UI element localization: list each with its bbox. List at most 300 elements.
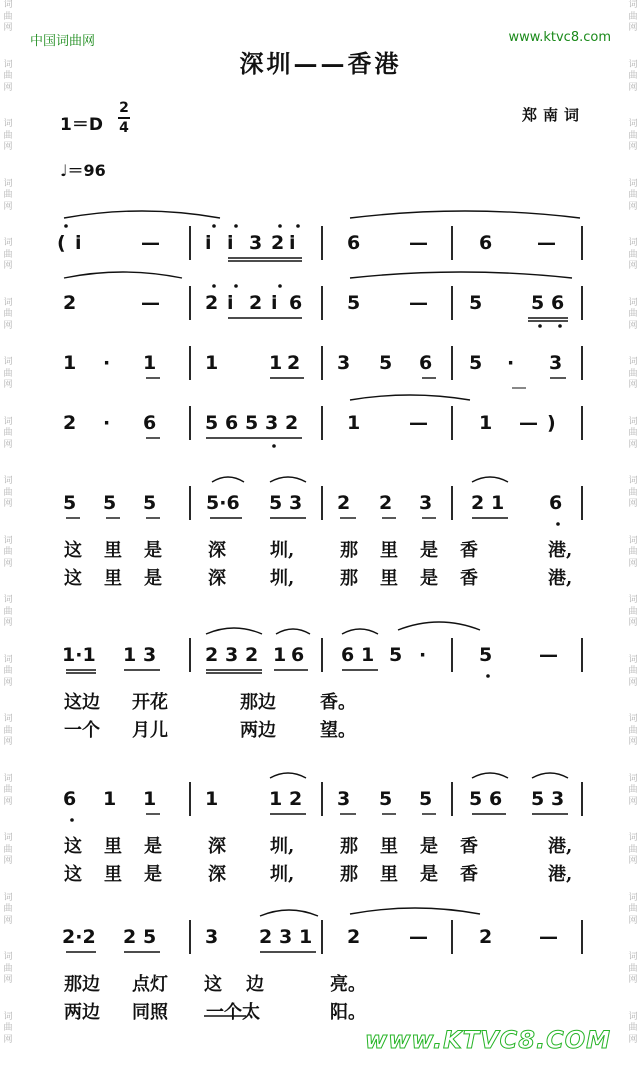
note: 6 <box>419 352 433 374</box>
side-watermark-char: 词 <box>628 833 638 843</box>
lyric-verse2: 两边 <box>240 720 276 741</box>
lyric-verse1: 圳, <box>270 836 295 857</box>
side-watermark-char: 网 <box>3 975 13 985</box>
slur <box>472 773 508 778</box>
lyric-verse1: 这边 <box>64 692 100 713</box>
side-watermark-char: 词 <box>3 0 13 10</box>
lyric-verse2: 是 <box>144 568 162 589</box>
note: · <box>419 644 427 666</box>
side-watermark-char: 曲 <box>628 547 638 557</box>
side-watermark-char: 曲 <box>628 368 638 379</box>
note: — <box>539 644 558 666</box>
note: — <box>539 926 558 948</box>
side-watermark-char: 词 <box>3 535 13 546</box>
side-watermark-char: 词 <box>628 297 638 308</box>
note: 3 <box>549 352 563 374</box>
slur <box>270 477 306 482</box>
side-watermark-char: 曲 <box>3 249 13 260</box>
side-watermark-char: 曲 <box>3 606 13 617</box>
note: 2 <box>289 788 303 810</box>
side-watermark-char: 词 <box>628 714 638 724</box>
lyric-verse2: 一个太 <box>206 1002 260 1023</box>
note: 2 <box>337 492 351 514</box>
side-watermark-char: 曲 <box>628 190 638 200</box>
side-watermark-char: 网 <box>628 737 638 747</box>
side-watermark-char: 网 <box>3 677 13 688</box>
song-title: 深圳——香港 <box>239 49 402 78</box>
note: 5 <box>469 788 483 810</box>
lyric-verse2: 香 <box>460 864 478 885</box>
note: 6 <box>143 412 157 434</box>
note: 5 <box>143 926 157 948</box>
note: 1 <box>205 788 219 810</box>
note: — <box>409 926 428 948</box>
lyric-verse2: 里 <box>380 864 398 885</box>
side-watermark-char: 网 <box>3 737 13 747</box>
note: 5 <box>103 492 117 514</box>
note: 2 <box>271 232 285 254</box>
lyric-verse1: 里 <box>380 836 398 857</box>
note: 1 <box>123 644 137 666</box>
note: 1 <box>273 644 287 666</box>
lyric-verse1: 里 <box>104 836 122 857</box>
side-watermark-char: 网 <box>628 796 638 807</box>
lyric-verse1: 那 <box>340 540 358 561</box>
note: 1 <box>205 352 219 374</box>
side-watermark-char: 网 <box>3 499 13 509</box>
side-watermark-char: 词 <box>3 654 13 665</box>
note: 3 <box>205 926 219 948</box>
note: 2 <box>205 292 219 314</box>
note: 1 <box>479 412 493 434</box>
lyric-verse1: 里 <box>380 540 398 561</box>
side-watermark-char: 词 <box>628 0 638 10</box>
side-watermark-char: 词 <box>628 416 638 427</box>
note: — <box>537 232 556 254</box>
key-signature: 1＝D <box>60 115 103 135</box>
lyric-verse1: 那边 <box>64 974 100 995</box>
side-watermark-char: 网 <box>3 796 13 807</box>
side-watermark-char: 曲 <box>3 785 13 795</box>
note: — <box>141 292 160 314</box>
side-watermark-char: 词 <box>3 238 13 248</box>
lyric-verse1: 里 <box>104 540 122 561</box>
lyric-verse2: 圳, <box>270 568 295 589</box>
note: 6 <box>479 232 493 254</box>
site-url-right: www.ktvc8.com <box>508 30 611 45</box>
lyric-verse2: 是 <box>420 864 438 885</box>
lyricist: 郑南词 <box>521 106 585 124</box>
lyric-verse1: 是 <box>144 540 162 561</box>
note: 5 <box>205 412 219 434</box>
meter-bottom: 4 <box>119 120 129 136</box>
slur <box>206 628 262 634</box>
side-watermark-char: 网 <box>628 82 638 93</box>
side-watermark-char: 网 <box>628 261 638 271</box>
lyric-verse2: 港, <box>548 568 573 589</box>
side-watermark-char: 网 <box>628 1034 638 1045</box>
side-watermark-char: 曲 <box>3 428 13 438</box>
side-watermark-char: 词 <box>628 357 638 367</box>
side-watermark-char: 曲 <box>3 844 13 855</box>
lyric-verse1: 点灯 <box>132 974 168 995</box>
note: 3 <box>337 788 351 810</box>
slur <box>260 910 318 916</box>
note: · <box>103 352 111 374</box>
high-octave-dot <box>278 284 282 288</box>
note: 3 <box>551 788 565 810</box>
lyric-verse1: 港, <box>548 836 573 857</box>
side-watermark-char: 网 <box>628 23 638 33</box>
note: 2 <box>205 644 219 666</box>
phrase-slur <box>64 272 182 278</box>
lyric-verse1: 开花 <box>132 692 168 713</box>
note: — <box>409 292 428 314</box>
side-watermark-char: 网 <box>3 142 13 152</box>
lyric-verse2: 是 <box>144 864 162 885</box>
low-octave-dot <box>486 674 490 678</box>
note: 6 <box>225 412 239 434</box>
phrase-slur <box>350 272 572 278</box>
note: 6 <box>347 232 361 254</box>
tie <box>398 622 480 630</box>
side-watermark-char: 词 <box>628 119 638 129</box>
side-watermark-char: 词 <box>628 595 638 605</box>
lyric-verse2: 那 <box>340 568 358 589</box>
high-octave-dot <box>296 224 300 228</box>
note: 3 <box>225 644 239 666</box>
side-watermark-char: 网 <box>628 380 638 390</box>
lyric-verse2: 那 <box>340 864 358 885</box>
low-octave-dot <box>558 324 562 328</box>
note: 5 <box>63 492 77 514</box>
note: 2 <box>63 292 77 314</box>
side-watermark-char: 词 <box>3 773 13 784</box>
note: 3 <box>289 492 303 514</box>
side-watermark-char: 词 <box>3 297 13 308</box>
side-watermark-char: 曲 <box>3 11 13 22</box>
side-watermark-char: 词 <box>3 59 13 70</box>
side-watermark-char: 网 <box>3 261 13 271</box>
slur <box>342 629 378 634</box>
side-watermark-char: 曲 <box>628 428 638 438</box>
note: 1 <box>63 352 77 374</box>
note: — <box>141 232 160 254</box>
lyric-verse2: 里 <box>104 864 122 885</box>
note: 6 <box>289 292 303 314</box>
side-watermark-char: 词 <box>3 892 13 903</box>
note: 3 <box>249 232 263 254</box>
side-watermark-char: 曲 <box>628 963 638 974</box>
side-watermark-char: 词 <box>3 119 13 129</box>
note: 6 <box>489 788 503 810</box>
side-watermark-char: 曲 <box>628 249 638 260</box>
side-watermark-char: 曲 <box>628 666 638 676</box>
lyric-verse1: 圳, <box>270 540 295 561</box>
side-watermark-char: 网 <box>3 320 13 331</box>
slur <box>276 629 310 634</box>
side-watermark-char: 曲 <box>3 904 13 914</box>
meter-top: 2 <box>119 100 129 116</box>
lyric-verse1: 香 <box>460 836 478 857</box>
lyric-verse2: 港, <box>548 864 573 885</box>
high-octave-dot <box>212 284 216 288</box>
lyric-verse1: 这 <box>64 540 82 561</box>
high-octave-dot <box>64 224 68 228</box>
lyric-verse2: 这 <box>64 568 82 589</box>
lyric-verse1: 香。 <box>320 692 356 713</box>
side-watermark-char: 曲 <box>628 71 638 81</box>
note: 6 <box>341 644 355 666</box>
side-watermark-char: 曲 <box>3 190 13 200</box>
note: 2 <box>347 926 361 948</box>
note: 5 <box>389 644 403 666</box>
side-watermark-char: 曲 <box>628 309 638 319</box>
note: 2 <box>123 926 137 948</box>
note: i <box>227 232 234 254</box>
note: 2 <box>287 352 301 374</box>
note: 3 <box>265 412 279 434</box>
lyric-verse1: 边 <box>246 974 264 995</box>
side-watermark-char: 词 <box>628 535 638 546</box>
note: 5 <box>379 352 393 374</box>
note: ( <box>57 232 66 254</box>
side-watermark-char: 网 <box>628 975 638 985</box>
lyric-verse1: 那 <box>340 836 358 857</box>
side-watermark-char: 曲 <box>628 606 638 617</box>
high-octave-dot <box>212 224 216 228</box>
note: — <box>409 412 428 434</box>
side-watermark-char: 曲 <box>628 844 638 855</box>
note: 1 <box>269 352 283 374</box>
side-watermark-char: 曲 <box>3 130 13 141</box>
side-watermark-char: 曲 <box>3 368 13 379</box>
side-watermark-char: 网 <box>628 499 638 509</box>
side-watermark-char: 曲 <box>628 130 638 141</box>
note: 1 <box>299 926 313 948</box>
lyric-verse2: 深 <box>208 568 226 589</box>
note: 5 <box>469 352 483 374</box>
footer-watermark: www.KTVC8.COM <box>365 1026 611 1054</box>
slur <box>472 477 508 482</box>
side-watermark-char: 曲 <box>3 1023 13 1033</box>
side-watermark-char: 曲 <box>3 666 13 676</box>
side-watermark-char: 网 <box>3 23 13 33</box>
high-octave-dot <box>278 224 282 228</box>
lyric-verse2: 里 <box>380 568 398 589</box>
note: 2 <box>471 492 485 514</box>
lyric-verse1: 是 <box>144 836 162 857</box>
side-watermark-char: 曲 <box>628 725 638 736</box>
note: · <box>507 352 515 374</box>
phrase-slur <box>350 211 580 218</box>
lyric-verse2: 圳, <box>270 864 295 885</box>
side-watermark-char: 网 <box>628 142 638 152</box>
note: 1·1 <box>62 644 96 666</box>
lyric-verse2: 这 <box>64 864 82 885</box>
side-watermark-char: 网 <box>3 618 13 628</box>
note: 3 <box>337 352 351 374</box>
low-octave-dot <box>538 324 542 328</box>
side-watermark-char: 网 <box>628 558 638 569</box>
phrase-slur <box>350 395 470 400</box>
high-octave-dot <box>234 284 238 288</box>
side-watermark-char: 词 <box>3 178 13 189</box>
note: 6 <box>549 492 563 514</box>
note: 3 <box>419 492 433 514</box>
phrase-slur <box>64 211 220 218</box>
lyric-verse2: 深 <box>208 864 226 885</box>
note: 2 <box>285 412 299 434</box>
side-watermark-char: 网 <box>3 558 13 569</box>
side-watermark-char: 词 <box>628 59 638 70</box>
side-watermark-char: 曲 <box>3 71 13 81</box>
site-name-left: 中国词曲网 <box>30 34 96 49</box>
side-watermark-char: 词 <box>628 892 638 903</box>
note: ) <box>547 412 556 434</box>
side-watermark-char: 曲 <box>628 904 638 914</box>
note: 6 <box>291 644 305 666</box>
side-watermark-char: 网 <box>628 320 638 331</box>
note: i <box>271 292 278 314</box>
note: 5 <box>469 292 483 314</box>
side-watermark-char: 词 <box>628 476 638 486</box>
note: 1 <box>143 352 157 374</box>
note: 2·2 <box>62 926 96 948</box>
note: 5 <box>347 292 361 314</box>
side-watermark-char: 网 <box>3 201 13 212</box>
side-watermark-char: 网 <box>3 82 13 93</box>
lyric-verse2: 望。 <box>320 720 356 741</box>
note: 3 <box>279 926 293 948</box>
side-watermark-char: 词 <box>3 1011 13 1022</box>
note: 2 <box>259 926 273 948</box>
low-octave-dot <box>556 522 560 526</box>
side-watermark-char: 曲 <box>3 309 13 319</box>
note: 5 <box>479 644 493 666</box>
slur <box>532 773 568 778</box>
side-watermark-char: 曲 <box>3 725 13 736</box>
side-watermark-char: 词 <box>3 952 13 962</box>
lyric-verse1: 深 <box>208 540 226 561</box>
side-watermark-char: 词 <box>628 178 638 189</box>
note: 6 <box>551 292 565 314</box>
side-watermark-char: 词 <box>3 357 13 367</box>
side-watermark-char: 曲 <box>628 11 638 22</box>
note: 2 <box>245 644 259 666</box>
note: 1 <box>103 788 117 810</box>
side-watermark-char: 曲 <box>3 487 13 498</box>
side-watermark-char: 词 <box>628 1011 638 1022</box>
lyric-verse2: 一个 <box>64 720 100 741</box>
note: 2 <box>379 492 393 514</box>
note: i <box>205 232 212 254</box>
note: 5 <box>245 412 259 434</box>
tie <box>350 908 480 914</box>
lyric-verse2: 香 <box>460 568 478 589</box>
side-watermark-char: 网 <box>3 915 13 926</box>
note: · <box>103 412 111 434</box>
lyric-verse1: 港, <box>548 540 573 561</box>
side-watermark-char: 网 <box>3 380 13 390</box>
side-watermark-char: 词 <box>3 476 13 486</box>
lyric-verse1: 那边 <box>240 692 276 713</box>
note: 5 <box>379 788 393 810</box>
slur <box>270 773 306 778</box>
side-watermark-char: 网 <box>3 1034 13 1045</box>
lyric-verse2: 两边 <box>64 1002 100 1023</box>
lyric-verse1: 这 <box>64 836 82 857</box>
side-watermark-char: 网 <box>3 856 13 866</box>
note: 1 <box>143 788 157 810</box>
high-octave-dot <box>234 224 238 228</box>
note: 5 <box>531 788 545 810</box>
note: 1 <box>269 788 283 810</box>
lyric-verse1: 是 <box>420 540 438 561</box>
lyric-verse1: 亮。 <box>330 974 366 995</box>
side-watermark-char: 网 <box>628 201 638 212</box>
note: 2 <box>479 926 493 948</box>
lyric-verse2: 月儿 <box>132 720 168 741</box>
note: 6 <box>63 788 77 810</box>
side-watermark-char: 曲 <box>628 487 638 498</box>
note: i <box>227 292 234 314</box>
side-watermark-char: 网 <box>628 915 638 926</box>
side-watermark-char: 曲 <box>628 785 638 795</box>
side-watermark-char: 曲 <box>3 547 13 557</box>
low-octave-dot <box>70 818 74 822</box>
lyric-verse2: 同照 <box>132 1002 168 1023</box>
note: 1 <box>361 644 375 666</box>
side-watermark-char: 网 <box>628 677 638 688</box>
note: 1 <box>347 412 361 434</box>
lyric-verse2: 阳。 <box>330 1002 366 1023</box>
side-watermark-char: 词 <box>3 714 13 724</box>
note: i <box>289 232 296 254</box>
lyric-verse2: 是 <box>420 568 438 589</box>
side-watermark-char: 网 <box>628 439 638 450</box>
slur <box>212 477 244 482</box>
lyric-verse1: 这 <box>204 974 222 995</box>
low-octave-dot <box>272 444 276 448</box>
note: 5 <box>419 788 433 810</box>
side-watermark-char: 词 <box>3 595 13 605</box>
tempo-marking: ♩＝96 <box>60 161 106 180</box>
side-watermark-char: 词 <box>628 773 638 784</box>
lyric-verse1: 香 <box>460 540 478 561</box>
side-watermark-char: 曲 <box>3 963 13 974</box>
side-watermark-char: 网 <box>628 856 638 866</box>
side-watermark-char: 曲 <box>628 1023 638 1033</box>
lyric-verse1: 深 <box>208 836 226 857</box>
note: 5 <box>269 492 283 514</box>
note: — <box>519 412 538 434</box>
lyric-verse2: 里 <box>104 568 122 589</box>
side-watermark-char: 词 <box>3 833 13 843</box>
side-watermark-char: 网 <box>628 618 638 628</box>
side-watermark-char: 网 <box>3 439 13 450</box>
note: 5 <box>531 292 545 314</box>
side-watermark-char: 词 <box>628 654 638 665</box>
side-watermark-char: 词 <box>628 238 638 248</box>
note: — <box>409 232 428 254</box>
note: 2 <box>63 412 77 434</box>
note: 3 <box>143 644 157 666</box>
note: 5·6 <box>206 492 240 514</box>
note: 1 <box>491 492 505 514</box>
side-watermark-char: 词 <box>628 952 638 962</box>
note: 2 <box>249 292 263 314</box>
